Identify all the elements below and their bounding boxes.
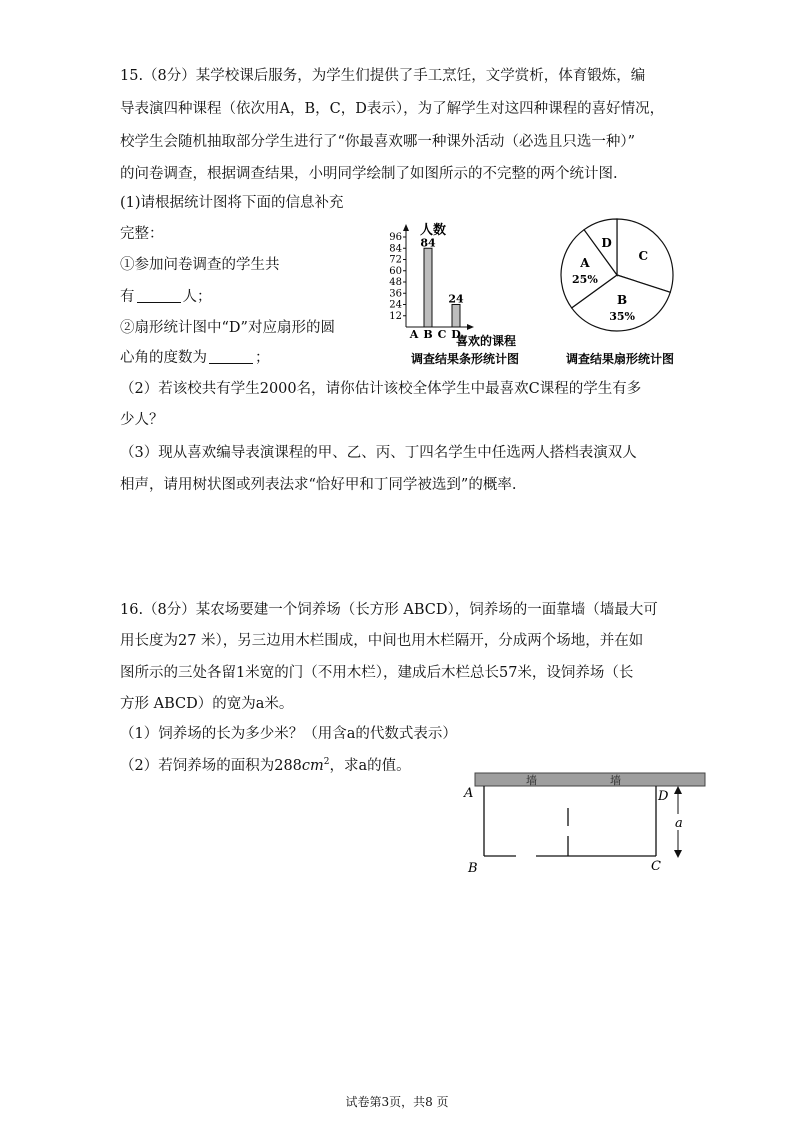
q16-sub2-exp: 2 — [323, 757, 330, 768]
bar-data-label: 84 — [420, 236, 436, 250]
q15-line-1: 15.（8分）某学校课后服务，为学生们提供了手工烹饪，文学赏析，体育锻炼，编 — [120, 68, 646, 84]
q15-sub1-line-6a: 心角的度数为 — [120, 350, 207, 366]
q16-sub1: （1）饲养场的长为多少米？（用含a的代数式表示） — [120, 726, 457, 742]
bar-ytick-label: 96 — [389, 232, 402, 243]
answer-blank-2[interactable] — [209, 349, 253, 364]
pie-label-A: A — [580, 255, 590, 270]
q15-line-4: 的问卷调查，根据调查结果，小明同学绘制了如图所示的不完整的两个统计图. — [120, 166, 618, 182]
q15-sub1-line-5: ②扇形统计图中“D”对应扇形的圆 — [120, 320, 335, 336]
q16-line-3: 图所示的三处各留1米宽的门（不用木栏），建成后木栏总长57米，设饲养场（长 — [120, 665, 634, 681]
bar-x-axis-arrow — [467, 324, 474, 330]
page-footer: 试卷第3页，共8 页 — [345, 1095, 449, 1109]
q16-line-4: 方形 ABCD）的宽为a米。 — [120, 696, 294, 712]
wall-label-2: 墙 — [610, 774, 621, 787]
bar-D — [452, 305, 460, 328]
q16-sub2-post: ，求a的值。 — [329, 758, 411, 774]
bar-ytick-label: 36 — [389, 288, 402, 300]
pie-chart — [550, 215, 690, 370]
bar-y-axis-arrow — [403, 224, 409, 231]
bar-ylabel: 人数 — [420, 223, 447, 238]
q15-sub1-line-2: 完整： — [120, 226, 164, 242]
label-c-vertex: C — [651, 859, 661, 874]
bar-category-label: C — [437, 328, 447, 341]
label-width-a: a — [675, 816, 683, 831]
q15-sub3-line-2: 相声，请用树状图或列表法求“恰好甲和丁同学被选到”的概率. — [120, 477, 517, 493]
bar-category-label: A — [409, 328, 419, 341]
bar-ytick-label: 24 — [389, 299, 402, 311]
q15-sub1-line-4a: 有 — [120, 289, 135, 305]
answer-blank-1[interactable] — [137, 288, 181, 303]
q16-sub2 — [120, 754, 411, 775]
q15-sub1-line-4b: 人； — [182, 289, 212, 305]
label-b-vertex: B — [468, 861, 478, 876]
q16-line-2: 用长度为27 米），另三边用木栏围成，中间也用木栏隔开，分成两个场地，并在如 — [120, 633, 644, 649]
q15-line-3: 校学生会随机抽取部分学生进行了“你最喜欢哪一种课外活动（必选且只选一种）” — [120, 134, 636, 150]
bar-ytick-label: 12 — [389, 310, 402, 322]
q15-sub2-line-2: 少人？ — [120, 412, 164, 428]
pie-label-C: C — [638, 248, 649, 263]
label-d-vertex: D — [658, 789, 669, 804]
pie-percent-A: 25% — [572, 272, 598, 286]
wall-label-1: 墙 — [526, 774, 537, 787]
bar-chart — [370, 215, 560, 370]
bar-data-label: 24 — [448, 292, 464, 306]
q15-sub1-line-4 — [120, 285, 212, 306]
pie-label-D: D — [601, 236, 612, 251]
q15-sub1-line-6b: ； — [255, 350, 270, 366]
pie-chart-figure — [550, 215, 690, 370]
q15-sub3-line-1: （3）现从喜欢编导表演课程的甲、乙、丙、丁四名学生中任选两人搭档表演双人 — [120, 445, 637, 461]
farm-diagram-svg — [460, 770, 710, 880]
bar-category-label: D — [451, 328, 461, 341]
q15-sub1-line-1: (1)请根据统计图将下面的信息补充 — [120, 195, 344, 211]
width-arrow-bottom — [674, 850, 682, 858]
bar-category-label: B — [423, 328, 433, 341]
bar-ytick-label: 84 — [389, 243, 402, 255]
wall-bar — [475, 773, 705, 786]
q16-line-1: 16.（8分）某农场要建一个饲养场（长方形 ABCD），饲养场的一面靠墙（墙最大可 — [120, 602, 658, 618]
q16-sub2-pre: （2）若饲养场的面积为288 — [120, 758, 302, 774]
pie-title: 调查结果扇形统计图 — [565, 352, 675, 366]
width-arrow-top — [674, 786, 682, 794]
farm-diagram — [460, 770, 710, 880]
bar-ytick-label: 72 — [389, 254, 402, 266]
pie-label-B: B — [617, 293, 628, 308]
bar-B — [424, 248, 432, 327]
q15-sub2-line-1: （2）若该校共有学生2000名，请你估计该校全体学生中最喜欢C课程的学生有多 — [120, 381, 642, 397]
bar-xlabel: 喜欢的课程 — [456, 334, 517, 348]
q15-line-2: 导表演四种课程（依次用A，B，C，D表示），为了解学生对这四种课程的喜好情况， — [120, 101, 665, 117]
bar-ytick-label: 60 — [389, 265, 402, 277]
pie-percent-B: 35% — [609, 310, 635, 324]
bar-chart-figure — [370, 215, 560, 370]
bar-title: 调查结果条形统计图 — [410, 352, 520, 366]
q15-sub1-line-6 — [120, 346, 270, 367]
bar-ytick-label: 48 — [389, 277, 402, 288]
label-a-vertex: A — [464, 786, 474, 801]
q16-sub2-unit: cm — [301, 758, 324, 774]
q15-sub1-line-3: ①参加问卷调查的学生共 — [120, 257, 280, 273]
